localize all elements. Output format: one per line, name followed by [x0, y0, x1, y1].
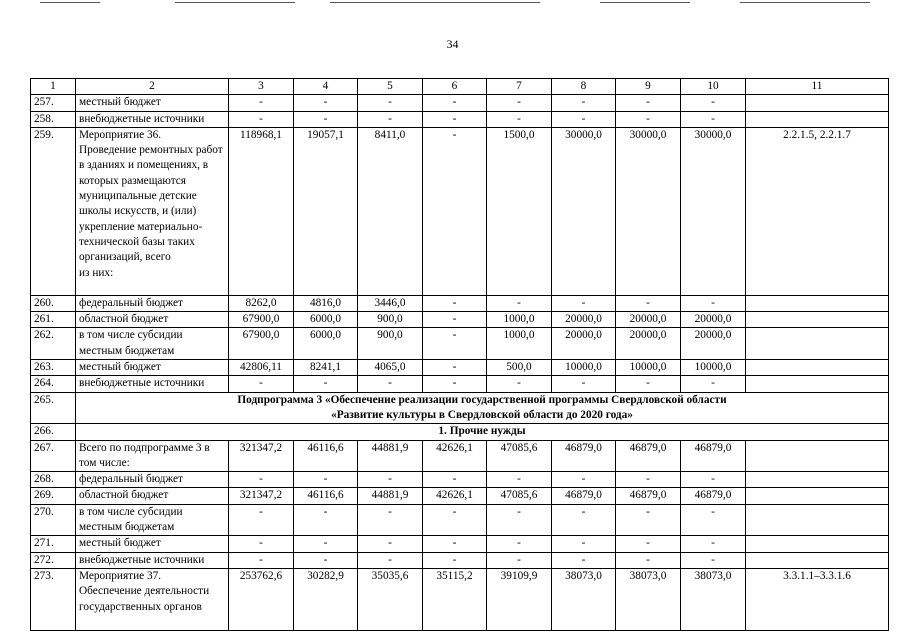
- target-indicator-cell: [746, 376, 889, 392]
- target-indicator-cell: [746, 312, 889, 328]
- row-label: областной бюджет: [76, 312, 229, 328]
- value-cell: 253762,6: [229, 568, 294, 630]
- value-cell: 19057,1: [294, 127, 358, 295]
- target-indicator-cell: [746, 95, 889, 111]
- table-row: [31, 488, 889, 504]
- value-cell: -: [552, 295, 616, 311]
- value-cell: -: [358, 376, 423, 392]
- value-cell: -: [616, 376, 681, 392]
- value-cell: -: [358, 111, 423, 127]
- value-cell: 46879,0: [616, 440, 681, 472]
- column-header: 7: [487, 79, 552, 95]
- value-cell: 3446,0: [358, 295, 423, 311]
- value-cell: 6000,0: [294, 312, 358, 328]
- value-cell: -: [358, 472, 423, 488]
- value-cell: -: [423, 312, 487, 328]
- value-cell: 900,0: [358, 312, 423, 328]
- value-cell: 30000,0: [616, 127, 681, 295]
- value-cell: -: [616, 552, 681, 568]
- column-header: 2: [76, 79, 229, 95]
- value-cell: 46116,6: [294, 440, 358, 472]
- value-cell: -: [487, 95, 552, 111]
- table-row: [31, 312, 889, 328]
- value-cell: -: [294, 376, 358, 392]
- row-number: 269.: [31, 488, 76, 504]
- value-cell: 46116,6: [294, 488, 358, 504]
- value-cell: 35035,6: [358, 568, 423, 630]
- value-cell: -: [229, 552, 294, 568]
- value-cell: 46879,0: [552, 488, 616, 504]
- target-indicator-cell: [746, 360, 889, 376]
- value-cell: -: [423, 111, 487, 127]
- value-cell: 30000,0: [552, 127, 616, 295]
- value-cell: 42626,1: [423, 440, 487, 472]
- value-cell: 10000,0: [552, 360, 616, 376]
- value-cell: 67900,0: [229, 328, 294, 360]
- table-row: [31, 552, 889, 568]
- value-cell: 47085,6: [487, 488, 552, 504]
- row-number: 265.: [31, 392, 76, 424]
- value-cell: -: [487, 376, 552, 392]
- value-cell: 20000,0: [681, 328, 746, 360]
- top-rule: [740, 2, 870, 3]
- value-cell: -: [294, 504, 358, 536]
- value-cell: -: [487, 295, 552, 311]
- value-cell: -: [681, 504, 746, 536]
- value-cell: -: [487, 504, 552, 536]
- value-cell: -: [616, 504, 681, 536]
- table-row: [31, 472, 889, 488]
- section-title-line: «Развитие культуры в Свердловской области до 2020 года»: [331, 408, 633, 421]
- value-cell: -: [616, 95, 681, 111]
- value-cell: -: [487, 472, 552, 488]
- value-cell: -: [358, 504, 423, 536]
- value-cell: 44881,9: [358, 488, 423, 504]
- row-number: 257.: [31, 95, 76, 111]
- column-header: 9: [616, 79, 681, 95]
- value-cell: 4816,0: [294, 295, 358, 311]
- value-cell: 30000,0: [681, 127, 746, 295]
- value-cell: -: [616, 295, 681, 311]
- value-cell: 20000,0: [616, 328, 681, 360]
- row-number: 262.: [31, 328, 76, 360]
- value-cell: 4065,0: [358, 360, 423, 376]
- value-cell: 8411,0: [358, 127, 423, 295]
- value-cell: -: [681, 295, 746, 311]
- value-cell: 6000,0: [294, 328, 358, 360]
- value-cell: -: [358, 552, 423, 568]
- value-cell: 20000,0: [616, 312, 681, 328]
- value-cell: 500,0: [487, 360, 552, 376]
- value-cell: 10000,0: [681, 360, 746, 376]
- row-label: местный бюджет: [76, 360, 229, 376]
- value-cell: -: [552, 95, 616, 111]
- value-cell: -: [487, 536, 552, 552]
- value-cell: 38073,0: [681, 568, 746, 630]
- value-cell: -: [681, 472, 746, 488]
- target-indicator-cell: [746, 488, 889, 504]
- value-cell: -: [229, 472, 294, 488]
- value-cell: 20000,0: [681, 312, 746, 328]
- value-cell: 67900,0: [229, 312, 294, 328]
- value-cell: -: [552, 376, 616, 392]
- column-header: 1: [31, 79, 76, 95]
- section-title-line: Подпрограмма 3 «Обеспечение реализации государственной программы Свердловской области: [237, 393, 727, 406]
- row-label: федеральный бюджет: [76, 472, 229, 488]
- target-indicator-cell: [746, 295, 889, 311]
- value-cell: -: [552, 552, 616, 568]
- value-cell: -: [552, 504, 616, 536]
- row-label: внебюджетные источники: [76, 552, 229, 568]
- row-number: 259.: [31, 127, 76, 295]
- value-cell: -: [294, 111, 358, 127]
- page-number: 34: [446, 37, 459, 51]
- value-cell: -: [552, 111, 616, 127]
- top-rule: [330, 2, 540, 3]
- table-row: [31, 536, 889, 552]
- row-number: 266.: [31, 424, 76, 440]
- value-cell: 20000,0: [552, 312, 616, 328]
- value-cell: -: [552, 472, 616, 488]
- row-label: в том числе субсидии местным бюджетам: [76, 504, 229, 536]
- column-header: 6: [423, 79, 487, 95]
- value-cell: 1500,0: [487, 127, 552, 295]
- top-rule: [600, 2, 690, 3]
- table-row: [31, 95, 889, 111]
- value-cell: -: [487, 552, 552, 568]
- column-header: 4: [294, 79, 358, 95]
- value-cell: -: [229, 504, 294, 536]
- target-indicator-cell: [746, 472, 889, 488]
- value-cell: -: [294, 95, 358, 111]
- value-cell: 46879,0: [681, 488, 746, 504]
- section-row: [31, 424, 889, 440]
- section-row: [31, 392, 889, 424]
- value-cell: 38073,0: [552, 568, 616, 630]
- value-cell: -: [423, 127, 487, 295]
- target-indicator-cell: [746, 504, 889, 536]
- section-title: 1. Прочие нужды: [76, 424, 889, 440]
- row-number: 271.: [31, 536, 76, 552]
- table-row: [31, 295, 889, 311]
- row-number: 264.: [31, 376, 76, 392]
- top-rule: [175, 2, 295, 3]
- value-cell: -: [423, 552, 487, 568]
- value-cell: 46879,0: [552, 440, 616, 472]
- value-cell: 47085,6: [487, 440, 552, 472]
- table-row: [31, 568, 889, 630]
- value-cell: -: [423, 376, 487, 392]
- value-cell: -: [358, 536, 423, 552]
- value-cell: -: [423, 504, 487, 536]
- row-label: местный бюджет: [76, 95, 229, 111]
- table-row: [31, 127, 889, 295]
- row-label: Всего по подпрограмме 3 в том числе:: [76, 440, 229, 472]
- row-number: 263.: [31, 360, 76, 376]
- row-number: 260.: [31, 295, 76, 311]
- table-row: [31, 440, 889, 472]
- budget-table: [30, 78, 889, 631]
- value-cell: -: [294, 552, 358, 568]
- value-cell: -: [423, 472, 487, 488]
- table-row: [31, 504, 889, 536]
- value-cell: 1000,0: [487, 312, 552, 328]
- value-cell: 20000,0: [552, 328, 616, 360]
- value-cell: -: [487, 111, 552, 127]
- target-indicator-cell: [746, 536, 889, 552]
- value-cell: 42626,1: [423, 488, 487, 504]
- row-number: 270.: [31, 504, 76, 536]
- row-label: федеральный бюджет: [76, 295, 229, 311]
- value-cell: 8241,1: [294, 360, 358, 376]
- row-label: областной бюджет: [76, 488, 229, 504]
- value-cell: -: [423, 360, 487, 376]
- value-cell: -: [423, 295, 487, 311]
- column-header: 11: [746, 79, 889, 95]
- value-cell: -: [681, 111, 746, 127]
- table-row: [31, 360, 889, 376]
- header-row: [31, 79, 889, 95]
- value-cell: -: [681, 552, 746, 568]
- row-number: 267.: [31, 440, 76, 472]
- value-cell: 900,0: [358, 328, 423, 360]
- section-title: [76, 392, 889, 424]
- table-row: [31, 111, 889, 127]
- value-cell: 38073,0: [616, 568, 681, 630]
- value-cell: 39109,9: [487, 568, 552, 630]
- value-cell: 42806,11: [229, 360, 294, 376]
- value-cell: -: [229, 536, 294, 552]
- value-cell: -: [294, 472, 358, 488]
- value-cell: 8262,0: [229, 295, 294, 311]
- row-label: внебюджетные источники: [76, 111, 229, 127]
- value-cell: 1000,0: [487, 328, 552, 360]
- column-header: 3: [229, 79, 294, 95]
- row-number: 268.: [31, 472, 76, 488]
- value-cell: 321347,2: [229, 488, 294, 504]
- value-cell: -: [681, 95, 746, 111]
- value-cell: -: [616, 472, 681, 488]
- value-cell: 30282,9: [294, 568, 358, 630]
- value-cell: -: [423, 328, 487, 360]
- value-cell: -: [681, 536, 746, 552]
- value-cell: -: [229, 95, 294, 111]
- column-header: 10: [681, 79, 746, 95]
- row-label: Мероприятие 37. Обеспечение деятельности государственных органов: [76, 568, 229, 630]
- column-header: 8: [552, 79, 616, 95]
- value-cell: -: [681, 376, 746, 392]
- row-label: местный бюджет: [76, 536, 229, 552]
- target-indicator-cell: [746, 440, 889, 472]
- value-cell: -: [616, 111, 681, 127]
- value-cell: 44881,9: [358, 440, 423, 472]
- value-cell: 118968,1: [229, 127, 294, 295]
- value-cell: 35115,2: [423, 568, 487, 630]
- table-row: [31, 328, 889, 360]
- row-number: 261.: [31, 312, 76, 328]
- target-indicator-cell: 2.2.1.5, 2.2.1.7: [746, 127, 889, 295]
- value-cell: -: [423, 536, 487, 552]
- row-label: Мероприятие 36. Проведение ремонтных работ в зданиях и помещениях, в которых размещаются муниципальные детские школы искусств, и (или) укрепление материально-технической базы таких организаций, всего из них:: [76, 127, 229, 295]
- row-label: внебюджетные источники: [76, 376, 229, 392]
- row-number: 273.: [31, 568, 76, 630]
- value-cell: 321347,2: [229, 440, 294, 472]
- value-cell: -: [229, 376, 294, 392]
- table-row: [31, 376, 889, 392]
- value-cell: -: [294, 536, 358, 552]
- value-cell: -: [616, 536, 681, 552]
- value-cell: -: [423, 95, 487, 111]
- value-cell: 46879,0: [616, 488, 681, 504]
- value-cell: 46879,0: [681, 440, 746, 472]
- value-cell: 10000,0: [616, 360, 681, 376]
- value-cell: -: [358, 95, 423, 111]
- row-label: в том числе субсидии местным бюджетам: [76, 328, 229, 360]
- row-number: 272.: [31, 552, 76, 568]
- target-indicator-cell: 3.3.1.1–3.3.1.6: [746, 568, 889, 630]
- value-cell: -: [229, 111, 294, 127]
- column-header: 5: [358, 79, 423, 95]
- top-rule: [40, 2, 100, 3]
- target-indicator-cell: [746, 552, 889, 568]
- row-number: 258.: [31, 111, 76, 127]
- target-indicator-cell: [746, 328, 889, 360]
- value-cell: -: [552, 536, 616, 552]
- target-indicator-cell: [746, 111, 889, 127]
